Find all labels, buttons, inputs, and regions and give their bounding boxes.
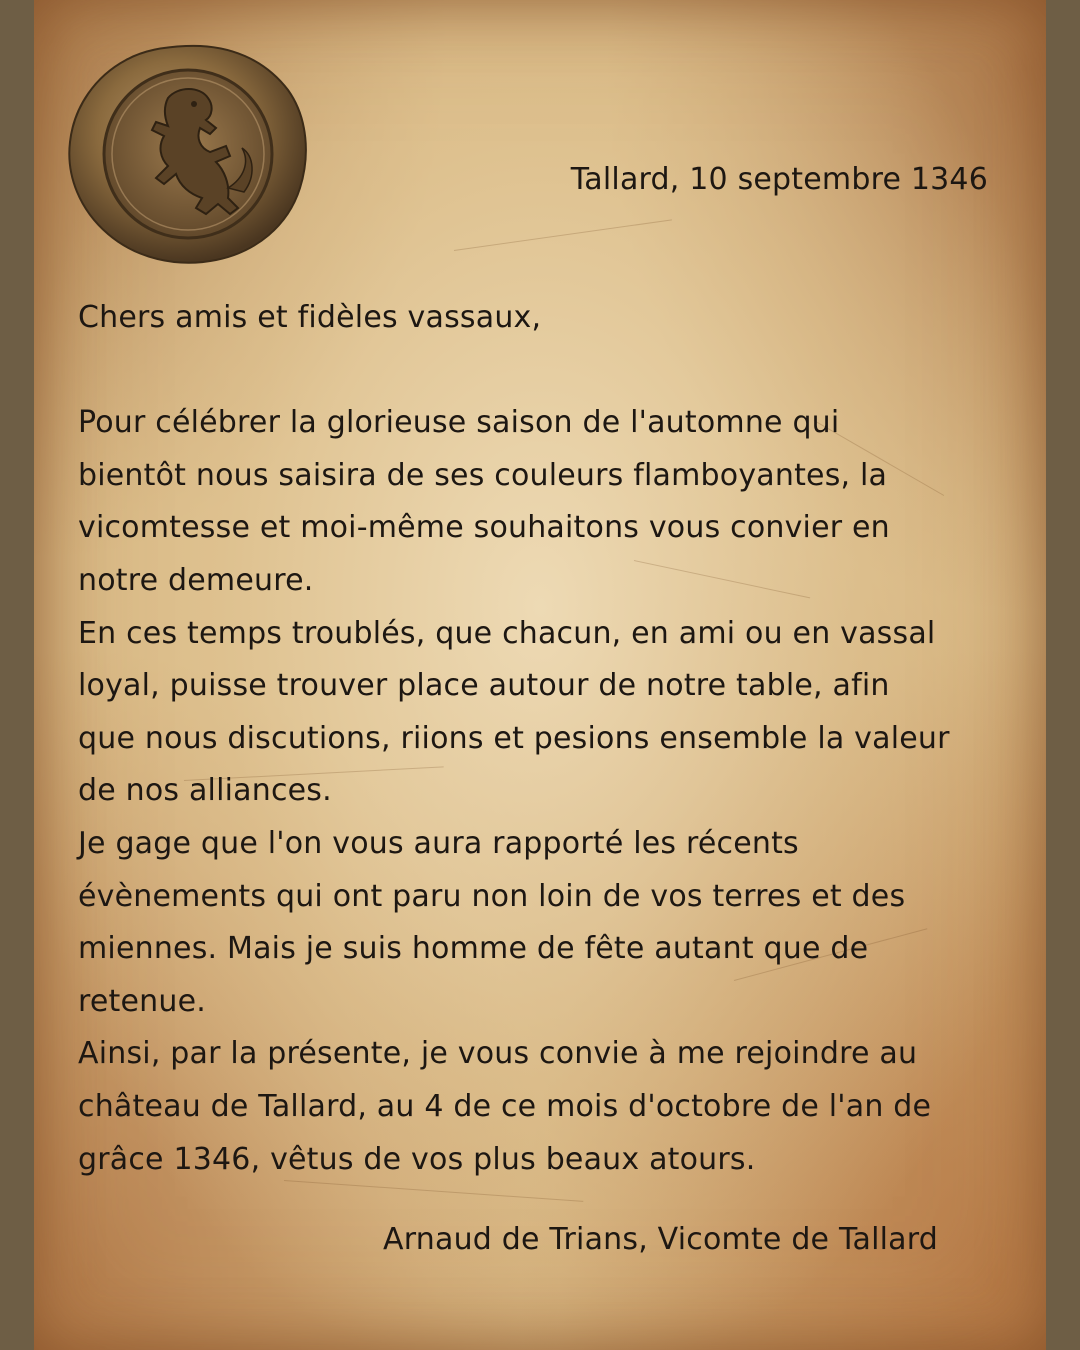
letter-line: vicomtesse et moi-même souhaitons vous convier en	[78, 510, 890, 546]
letter-date: Tallard, 10 septembre 1346	[570, 162, 988, 197]
letter-body	[78, 292, 1008, 1186]
letter-line: de nos alliances.	[78, 773, 332, 809]
letter-line: château de Tallard, au 4 de ce mois d'octobre de l'an de	[78, 1088, 932, 1124]
letter-line: notre demeure.	[78, 562, 314, 598]
letter-line: que nous discutions, riions et pesions ensemble la valeur	[78, 720, 950, 756]
letter-line	[78, 345, 1008, 398]
letter-line: Je gage que l'on vous aura rapporté les récents	[78, 825, 799, 861]
letter-line: Pour célébrer la glorieuse saison de l'automne qui	[78, 405, 840, 441]
letter-line: En ces temps troublés, que chacun, en ami ou en vassal	[78, 615, 936, 651]
letter-line: loyal, puisse trouver place autour de notre table, afin	[78, 668, 890, 704]
letter-line: retenue.	[78, 983, 206, 1019]
letter-line: miennes. Mais je suis homme de fête autant que de	[78, 931, 869, 967]
letter-signature: Arnaud de Trians, Vicomte de Tallard	[383, 1222, 938, 1257]
letter-line: grâce 1346, vêtus de vos plus beaux atours.	[78, 1141, 756, 1177]
lion-rampant-wax-seal-icon	[60, 38, 312, 268]
letter-line: bientôt nous saisira de ses couleurs flamboyantes, la	[78, 457, 888, 493]
letter-line: Ainsi, par la présente, je vous convie à me rejoindre au	[78, 1036, 918, 1072]
letter-line: Chers amis et fidèles vassaux,	[78, 300, 542, 335]
letter-line: évènements qui ont paru non loin de vos terres et des	[78, 878, 906, 914]
